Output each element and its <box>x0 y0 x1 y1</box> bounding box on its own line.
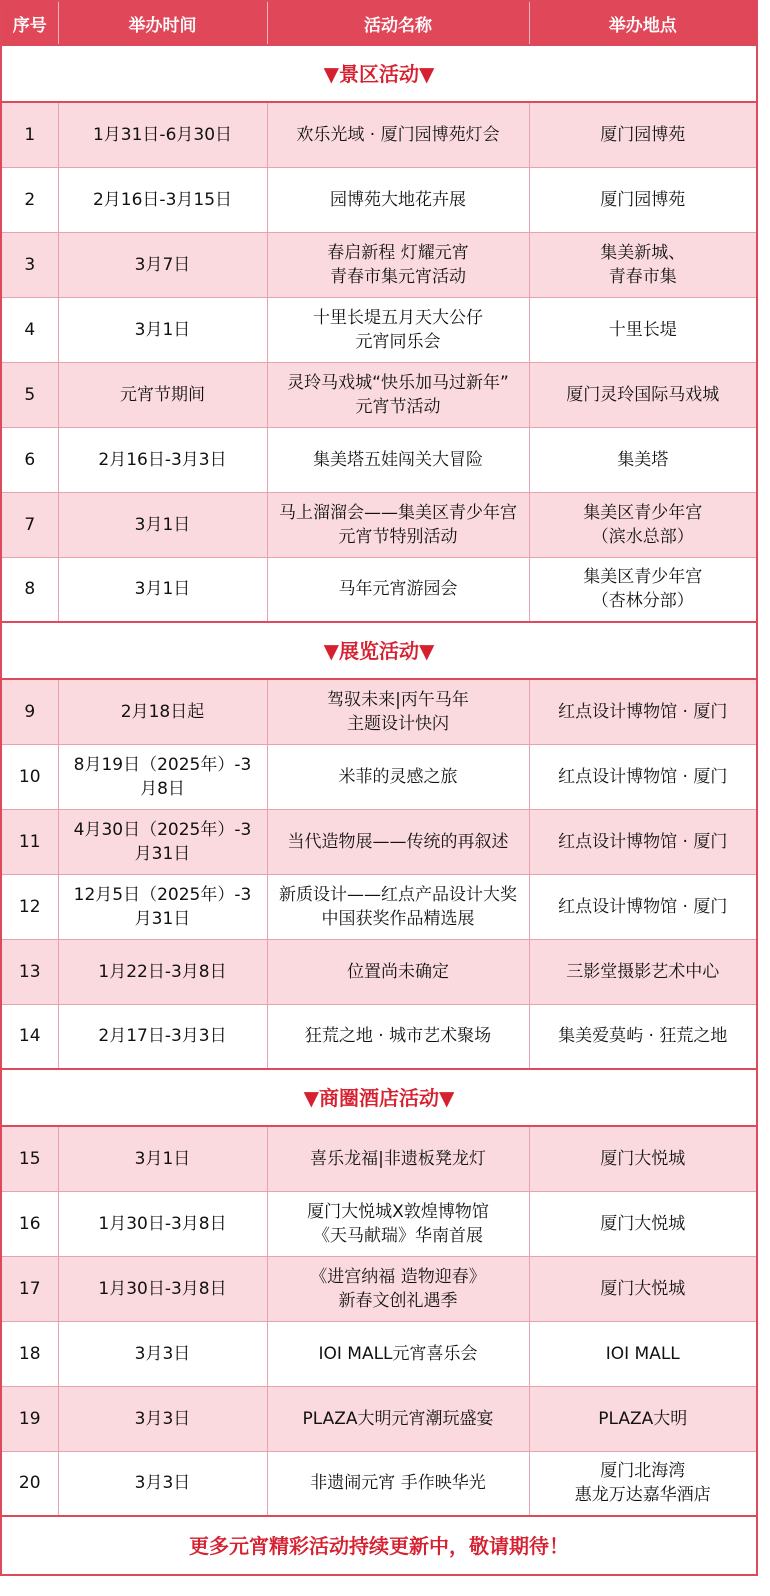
cell-no <box>1 1256 58 1321</box>
cell-place <box>529 297 757 362</box>
table-row <box>1 1004 757 1069</box>
cell-time <box>58 679 267 744</box>
cell-place <box>529 1004 757 1069</box>
cell-place <box>529 1191 757 1256</box>
cell-name-line: 灵玲马戏城“快乐加马过新年” <box>287 372 509 393</box>
cell-name-line: 位置尚未确定 <box>347 961 449 982</box>
cell-place <box>529 492 757 557</box>
cell-place-line: 集美塔 <box>617 449 669 470</box>
cell-name <box>267 427 529 492</box>
cell-name <box>267 102 529 167</box>
cell-place-line: 青春市集 <box>608 266 677 287</box>
cell-name <box>267 874 529 939</box>
cell-name <box>267 492 529 557</box>
footer-note: 更多元宵精彩活动持续更新中，敬请期待！ <box>1 1516 757 1575</box>
cell-no <box>1 744 58 809</box>
cell-name-line: 中国获奖作品精选展 <box>321 908 475 929</box>
cell-no <box>1 1451 58 1516</box>
cell-name-line: 欢乐光域 · 厦门园博苑灯会 <box>296 124 500 145</box>
cell-name-line: 马年元宵游园会 <box>338 579 458 600</box>
cell-time-line: 3月1日 <box>134 319 191 340</box>
cell-time-line: 3月7日 <box>134 254 191 275</box>
cell-place <box>529 679 757 744</box>
cell-time-line: 3月3日 <box>134 1408 191 1429</box>
cell-place-line: 厦门灵玲国际马戏城 <box>566 384 720 405</box>
table-row <box>1 1451 757 1516</box>
section-title: ▼景区活动▼ <box>1 45 757 102</box>
cell-time <box>58 1191 267 1256</box>
cell-no <box>1 557 58 622</box>
table-header <box>1 1 757 45</box>
cell-name-line: 新质设计——红点产品设计大奖 <box>279 884 517 905</box>
cell-time-line: 3月1日 <box>134 579 191 600</box>
cell-place-line: 厦门园博苑 <box>600 124 686 145</box>
cell-place-line: IOI MALL <box>605 1343 680 1364</box>
cell-name-line: 非遗闹元宵 手作映华光 <box>310 1473 486 1494</box>
cell-name <box>267 1126 529 1191</box>
cell-name <box>267 557 529 622</box>
cell-time-line: 3月3日 <box>134 1343 191 1364</box>
cell-time <box>58 492 267 557</box>
cell-place <box>529 427 757 492</box>
table-row <box>1 809 757 874</box>
cell-no-line: 16 <box>18 1213 41 1234</box>
cell-time <box>58 427 267 492</box>
header-name: 活动名称 <box>267 1 529 45</box>
cell-time-line: 2月18日起 <box>120 701 205 722</box>
header-time: 举办时间 <box>58 1 267 45</box>
cell-place-line: 厦门园博苑 <box>600 189 686 210</box>
cell-time <box>58 939 267 1004</box>
cell-no <box>1 297 58 362</box>
section-title: ▼商圈酒店活动▼ <box>1 1069 757 1126</box>
cell-name <box>267 679 529 744</box>
cell-no <box>1 874 58 939</box>
cell-name-line: 喜乐龙福|非遗板凳龙灯 <box>310 1148 486 1169</box>
cell-no <box>1 1191 58 1256</box>
table-row <box>1 1191 757 1256</box>
cell-time-line: 3月3日 <box>134 1473 191 1494</box>
cell-no-line: 7 <box>24 514 36 535</box>
header-no: 序号 <box>1 1 58 45</box>
cell-place <box>529 362 757 427</box>
section-title: ▼展览活动▼ <box>1 622 757 679</box>
cell-name-line: 米菲的灵感之旅 <box>338 766 458 787</box>
cell-name <box>267 744 529 809</box>
cell-time-line: 1月30日-3月8日 <box>98 1278 227 1299</box>
cell-name-line: 元宵节活动 <box>355 396 441 417</box>
cell-name <box>267 1004 529 1069</box>
cell-time-line: 3月1日 <box>134 1148 191 1169</box>
cell-no <box>1 427 58 492</box>
cell-name <box>267 809 529 874</box>
cell-name-line: 《天马献瑞》华南首展 <box>313 1225 483 1246</box>
cell-place-line: 厦门大悦城 <box>600 1213 686 1234</box>
table-row <box>1 427 757 492</box>
table-row <box>1 874 757 939</box>
cell-no <box>1 102 58 167</box>
cell-place-line: PLAZA大明 <box>598 1408 688 1429</box>
cell-no <box>1 167 58 232</box>
cell-place <box>529 1256 757 1321</box>
cell-time-line: 12月5日（2025年）-3 <box>73 884 252 905</box>
table-body <box>1 45 757 1516</box>
cell-place-line: 红点设计博物馆 · 厦门 <box>558 831 728 852</box>
cell-name-line: 驾驭未来|丙午马年 <box>327 689 469 710</box>
cell-time <box>58 1321 267 1386</box>
cell-place-line: （杏林分部） <box>591 591 694 612</box>
cell-name-line: 厦门大悦城X敦煌博物馆 <box>307 1201 489 1222</box>
table-row <box>1 232 757 297</box>
cell-name <box>267 167 529 232</box>
cell-place-line: 集美区青少年宫 <box>583 502 703 523</box>
cell-name <box>267 1386 529 1451</box>
cell-no <box>1 939 58 1004</box>
cell-name-line: 集美塔五娃闯关大冒险 <box>313 449 483 470</box>
cell-time-line: 1月30日-3月8日 <box>98 1213 227 1234</box>
cell-time-line: 月31日 <box>134 908 191 929</box>
cell-place-line: 厦门北海湾 <box>600 1461 686 1482</box>
cell-name-line: 《进宫纳福 造物迎春》 <box>310 1266 486 1287</box>
cell-name <box>267 1191 529 1256</box>
cell-time-line: 2月16日-3月15日 <box>92 189 233 210</box>
section-row <box>1 622 757 679</box>
cell-time <box>58 1126 267 1191</box>
section-row <box>1 1069 757 1126</box>
cell-time <box>58 102 267 167</box>
table-row <box>1 939 757 1004</box>
cell-place <box>529 557 757 622</box>
cell-name <box>267 1321 529 1386</box>
cell-name-line: 狂荒之地 · 城市艺术聚场 <box>304 1026 492 1047</box>
cell-place <box>529 744 757 809</box>
cell-no-line: 9 <box>24 701 36 722</box>
cell-place-line: （滨水总部） <box>591 526 694 547</box>
cell-no-line: 14 <box>18 1026 41 1047</box>
cell-place-line: 厦门大悦城 <box>600 1278 686 1299</box>
cell-no-line: 18 <box>18 1343 41 1364</box>
cell-no-line: 4 <box>24 319 36 340</box>
footer-row <box>1 1516 757 1575</box>
table-row <box>1 679 757 744</box>
cell-place-line: 集美爱莫屿 · 狂荒之地 <box>558 1026 728 1047</box>
cell-place-line: 红点设计博物馆 · 厦门 <box>558 766 728 787</box>
cell-time <box>58 362 267 427</box>
cell-time <box>58 809 267 874</box>
cell-name <box>267 232 529 297</box>
cell-name-line: 当代造物展——传统的再叙述 <box>287 831 509 852</box>
section-row <box>1 45 757 102</box>
cell-place-line: 红点设计博物馆 · 厦门 <box>558 896 728 917</box>
cell-no <box>1 362 58 427</box>
cell-time-line: 月8日 <box>140 778 185 799</box>
table-row <box>1 492 757 557</box>
cell-place <box>529 232 757 297</box>
cell-place-line: 集美新城、 <box>600 242 686 263</box>
cell-place <box>529 939 757 1004</box>
cell-time-line: 月31日 <box>134 843 191 864</box>
cell-time-line: 元宵节期间 <box>120 384 205 405</box>
table-row <box>1 102 757 167</box>
cell-name-line: 新春文创礼遇季 <box>338 1290 458 1311</box>
cell-no-line: 5 <box>24 384 36 405</box>
table-row <box>1 1386 757 1451</box>
cell-name-line: IOI MALL元宵喜乐会 <box>318 1343 478 1364</box>
cell-place <box>529 167 757 232</box>
cell-no <box>1 492 58 557</box>
cell-time <box>58 1256 267 1321</box>
cell-name-line: 春启新程 灯耀元宵 <box>327 242 469 263</box>
cell-time-line: 2月16日-3月3日 <box>98 449 227 470</box>
cell-name <box>267 1451 529 1516</box>
cell-time-line: 2月17日-3月3日 <box>98 1026 227 1047</box>
cell-time <box>58 1451 267 1516</box>
cell-time-line: 4月30日（2025年）-3 <box>73 819 252 840</box>
cell-no <box>1 1004 58 1069</box>
cell-no <box>1 232 58 297</box>
cell-time <box>58 167 267 232</box>
cell-time-line: 3月1日 <box>134 514 191 535</box>
cell-place <box>529 102 757 167</box>
cell-place <box>529 1451 757 1516</box>
cell-no-line: 10 <box>18 766 41 787</box>
cell-time-line: 1月22日-3月8日 <box>98 961 227 982</box>
cell-name <box>267 362 529 427</box>
cell-place-line: 三影堂摄影艺术中心 <box>566 961 720 982</box>
cell-no <box>1 1321 58 1386</box>
cell-name-line: 元宵节特别活动 <box>338 526 458 547</box>
cell-no <box>1 1126 58 1191</box>
cell-place-line: 集美区青少年宫 <box>583 567 703 588</box>
table-row <box>1 297 757 362</box>
cell-no-line: 11 <box>18 831 41 852</box>
cell-time <box>58 1004 267 1069</box>
table-row <box>1 362 757 427</box>
cell-name-line: 园博苑大地花卉展 <box>330 189 466 210</box>
cell-place <box>529 874 757 939</box>
table-row <box>1 1126 757 1191</box>
cell-no <box>1 809 58 874</box>
cell-time <box>58 557 267 622</box>
cell-name-line: 主题设计快闪 <box>347 713 449 734</box>
cell-name <box>267 1256 529 1321</box>
cell-no-line: 2 <box>24 189 36 210</box>
cell-place <box>529 809 757 874</box>
table-row <box>1 1256 757 1321</box>
cell-place <box>529 1386 757 1451</box>
cell-no-line: 19 <box>18 1408 41 1429</box>
cell-place <box>529 1321 757 1386</box>
cell-place-line: 惠龙万达嘉华酒店 <box>574 1485 711 1506</box>
cell-time <box>58 1386 267 1451</box>
header-place: 举办地点 <box>529 1 757 45</box>
cell-name <box>267 939 529 1004</box>
table-row <box>1 167 757 232</box>
cell-no-line: 20 <box>18 1473 41 1494</box>
cell-name-line: 青春市集元宵活动 <box>330 266 466 287</box>
cell-name-line: 十里长堤五月天大公仔 <box>313 307 483 328</box>
cell-time-line: 8月19日（2025年）-3 <box>73 754 252 775</box>
cell-no-line: 8 <box>24 579 36 600</box>
cell-time-line: 1月31日-6月30日 <box>92 124 233 145</box>
cell-no-line: 1 <box>24 124 36 145</box>
cell-name <box>267 297 529 362</box>
cell-no-line: 13 <box>18 961 41 982</box>
cell-time <box>58 744 267 809</box>
cell-place-line: 红点设计博物馆 · 厦门 <box>558 701 728 722</box>
cell-no-line: 6 <box>24 449 36 470</box>
cell-place-line: 厦门大悦城 <box>600 1148 686 1169</box>
cell-no-line: 15 <box>18 1148 41 1169</box>
cell-time <box>58 874 267 939</box>
cell-name-line: 马上溜溜会——集美区青少年宫 <box>279 502 517 523</box>
cell-time <box>58 297 267 362</box>
cell-time <box>58 232 267 297</box>
cell-name-line: 元宵同乐会 <box>355 331 441 352</box>
cell-no-line: 12 <box>18 896 41 917</box>
cell-no-line: 3 <box>24 254 36 275</box>
cell-name-line: PLAZA大明元宵潮玩盛宴 <box>302 1408 494 1429</box>
table-row <box>1 744 757 809</box>
table-row <box>1 1321 757 1386</box>
cell-place <box>529 1126 757 1191</box>
cell-no <box>1 679 58 744</box>
cell-no-line: 17 <box>18 1278 41 1299</box>
cell-place-line: 十里长堤 <box>608 319 677 340</box>
cell-no <box>1 1386 58 1451</box>
table-row <box>1 557 757 622</box>
